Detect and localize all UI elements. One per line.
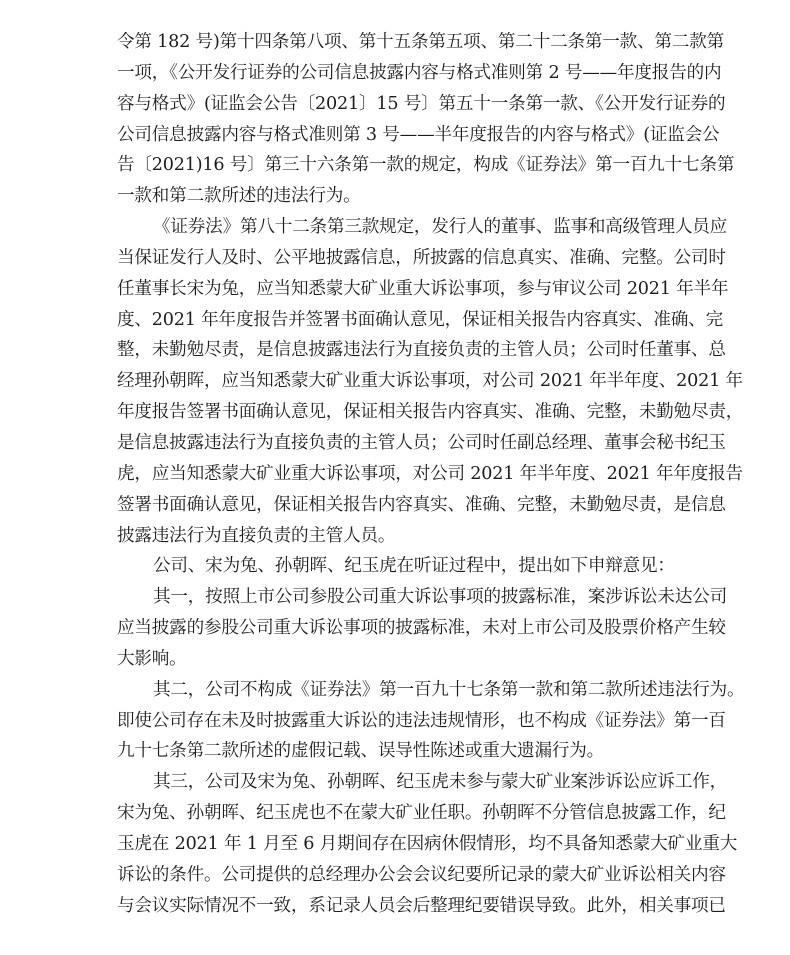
- text-line: 其二，公司不构成《证券法》第一百九十七条第一款和第二款所述违法行为。: [153, 679, 745, 700]
- paragraph-defense-first: [117, 582, 727, 675]
- paragraph-responsible-persons: [117, 212, 744, 551]
- text-line: 整，未勤勉尽责，是信息披露违法行为直接负责的主管人员；公司时任董事、总: [117, 340, 726, 361]
- text-line: 大影响。: [117, 648, 187, 669]
- paragraph-defense-second: [117, 675, 745, 768]
- text-line: 一项，《公开发行证券的公司信息披露内容与格式准则第 2 号——年度报告的内: [117, 62, 722, 83]
- text-line: 容与格式》(证监会公告〔2021〕15 号〕第五十一条第一款、《公开发行证券的: [117, 93, 726, 114]
- text-line: 诉讼的条件。公司提供的总经理办公会会议纪要所记录的蒙大矿业诉讼相关内容: [117, 864, 726, 885]
- text-line: 公司信息披露内容与格式准则第 3 号——半年度报告的内容与格式》(证监会公: [117, 124, 720, 145]
- document-body: [117, 27, 745, 921]
- text-line: 告〔2021)16 号〕第三十六条第一款的规定，构成《证券法》第一百九十七条第: [117, 155, 735, 176]
- text-line: 一款和第二款所述的违法行为。: [117, 186, 361, 207]
- text-line: 九十七条第二款所述的虚假记载、误导性陈述或重大遗漏行为。: [117, 741, 605, 762]
- text-line: 经理孙朝晖，应当知悉蒙大矿业重大诉讼事项，对公司 2021 年半年度、2021 年: [117, 371, 743, 392]
- text-line: 《证券法》第八十二条第三款规定，发行人的董事、监事和高级管理人员应: [153, 217, 727, 238]
- text-line: 即使公司存在未及时披露重大诉讼的违法违规情形，也不构成《证券法》第一百: [117, 710, 726, 731]
- text-line: 是信息披露违法行为直接负责的主管人员；公司时任副总经理、董事会秘书纪玉: [117, 432, 726, 453]
- text-line: 宋为兔、孙朝晖、纪玉虎也不在蒙大矿业任职。孙朝晖不分管信息披露工作，纪: [117, 803, 726, 824]
- text-line: 任董事长宋为兔，应当知悉蒙大矿业重大诉讼事项，参与审议公司 2021 年半年: [117, 278, 729, 299]
- text-line: 当保证发行人及时、公平地披露信息，所披露的信息真实、准确、完整。公司时: [117, 247, 726, 268]
- text-line: 其一，按照上市公司参股公司重大诉讼事项的披露标准，案涉诉讼未达公司: [153, 587, 727, 608]
- text-line: 与会议实际情况不一致，系记录人员会后整理纪要错误导致。此外，相关事项已: [117, 895, 726, 916]
- text-line: 披露违法行为直接负责的主管人员。: [117, 525, 396, 546]
- text-line: 玉虎在 2021 年 1 月至 6 月期间存在因病休假情形，均不具备知悉蒙大矿业重大: [117, 833, 738, 854]
- text-line: 虎，应当知悉蒙大矿业重大诉讼事项，对公司 2021 年半年度、2021 年年度报告: [117, 463, 743, 484]
- paragraph-legal-basis: [117, 27, 735, 212]
- text-line: 应当披露的参股公司重大诉讼事项的披露标准，未对上市公司及股票价格产生较: [117, 618, 726, 639]
- paragraph-defense-third: [117, 767, 738, 921]
- text-line: 签署书面确认意见，保证相关报告内容真实、准确、完整，未勤勉尽责，是信息: [117, 494, 726, 515]
- text-line: 令第 182 号)第十四条第八项、第十五条第五项、第二十二条第一款、第二款第: [117, 32, 725, 52]
- text-line: 公司、宋为兔、孙朝晖、纪玉虎在听证过程中，提出如下申辩意见：: [153, 556, 675, 577]
- text-line: 年度报告签署书面确认意见，保证相关报告内容真实、准确、完整，未勤勉尽责，: [117, 402, 744, 423]
- paragraph-defense-intro: [117, 551, 675, 582]
- text-line: 其三，公司及宋为兔、孙朝晖、纪玉虎未参与蒙大矿业案涉诉讼应诉工作，: [153, 772, 727, 793]
- text-line: 度、2021 年年度报告并签署书面确认意见，保证相关报告内容真实、准确、完: [117, 309, 723, 330]
